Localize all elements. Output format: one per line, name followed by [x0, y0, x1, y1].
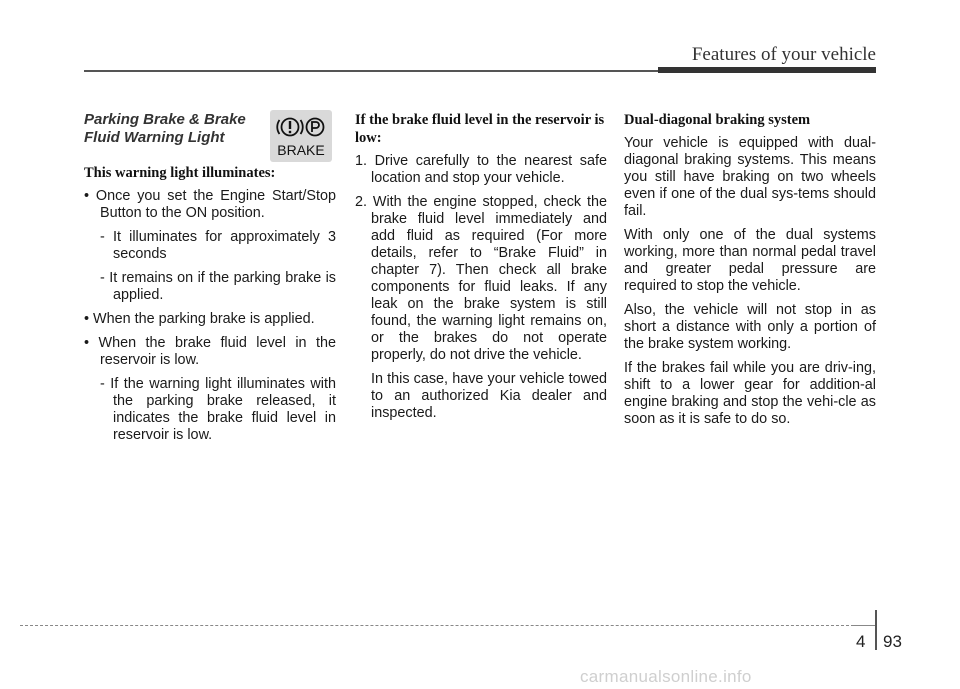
page-number: 93: [883, 632, 902, 651]
chapter-number: 4: [856, 632, 866, 651]
paragraph: With only one of the dual systems working, more than normal pedal travel and greater pedal pressure are required to stop the vehicle.: [624, 227, 876, 294]
paragraph: Also, the vehicle will not stop in as short a distance with only a portion of the brake system working.: [624, 302, 876, 352]
numbered-step: 2. With the engine stopped, check the brake fluid level immediately and add fluid as required (For more details, refer to “Brake Fluid” in chapter 7). Then check all brake components for fluid leaks. If any leak on the brake system is still found, the warning light remains on, or the brakes do not operate properly, do not drive the vehicle.: [355, 194, 607, 363]
brake-icon-label: BRAKE: [277, 142, 325, 158]
subheading: This warning light illuminates:: [84, 165, 276, 181]
section-title: Parking Brake & Brake Fluid Warning Light: [84, 111, 246, 146]
subheading: If the brake fluid level in the reservoir is low:: [355, 112, 605, 146]
dash-item: - If the warning light illuminates with the parking brake released, it indicates the brake fluid level in reservoir is low.: [100, 376, 336, 443]
dash-item: - It remains on if the parking brake is applied.: [100, 270, 336, 303]
bullet-item: • When the parking brake is applied.: [84, 311, 315, 327]
running-header: Features of your vehicle: [691, 44, 876, 65]
footer-rule: [20, 625, 854, 626]
watermark: carmanualsonline.info: [580, 667, 752, 686]
dash-item: - It illuminates for approximately 3 seconds: [100, 229, 336, 262]
header-rule: [84, 70, 658, 72]
numbered-step: 1. Drive carefully to the nearest safe location and stop your vehicle.: [355, 153, 607, 186]
paragraph: In this case, have your vehicle towed to an authorized Kia dealer and inspected.: [371, 371, 607, 421]
parking-brake-warning-icon: [270, 110, 332, 162]
header-rule-accent: [658, 67, 876, 73]
subheading: Dual-diagonal braking system: [624, 112, 811, 128]
footer-divider: [875, 610, 877, 650]
bullet-item: • When the brake fluid level in the reservoir is low.: [84, 335, 336, 368]
bullet-item: • Once you set the Engine Start/Stop Button to the ON position.: [84, 188, 336, 221]
paragraph: If the brakes fail while you are driv-ing, shift to a lower gear for addition-al engine braking and stop the vehi-cle as soon as it is safe to do so.: [624, 360, 876, 427]
column-middle: [355, 111, 607, 429]
paragraph: Your vehicle is equipped with dual-diagonal braking systems. This means you still have braking on two wheels even if one of the dual sys-tems should fail.: [624, 135, 876, 219]
footer-rule-end: [854, 625, 876, 626]
column-right: [624, 111, 876, 435]
